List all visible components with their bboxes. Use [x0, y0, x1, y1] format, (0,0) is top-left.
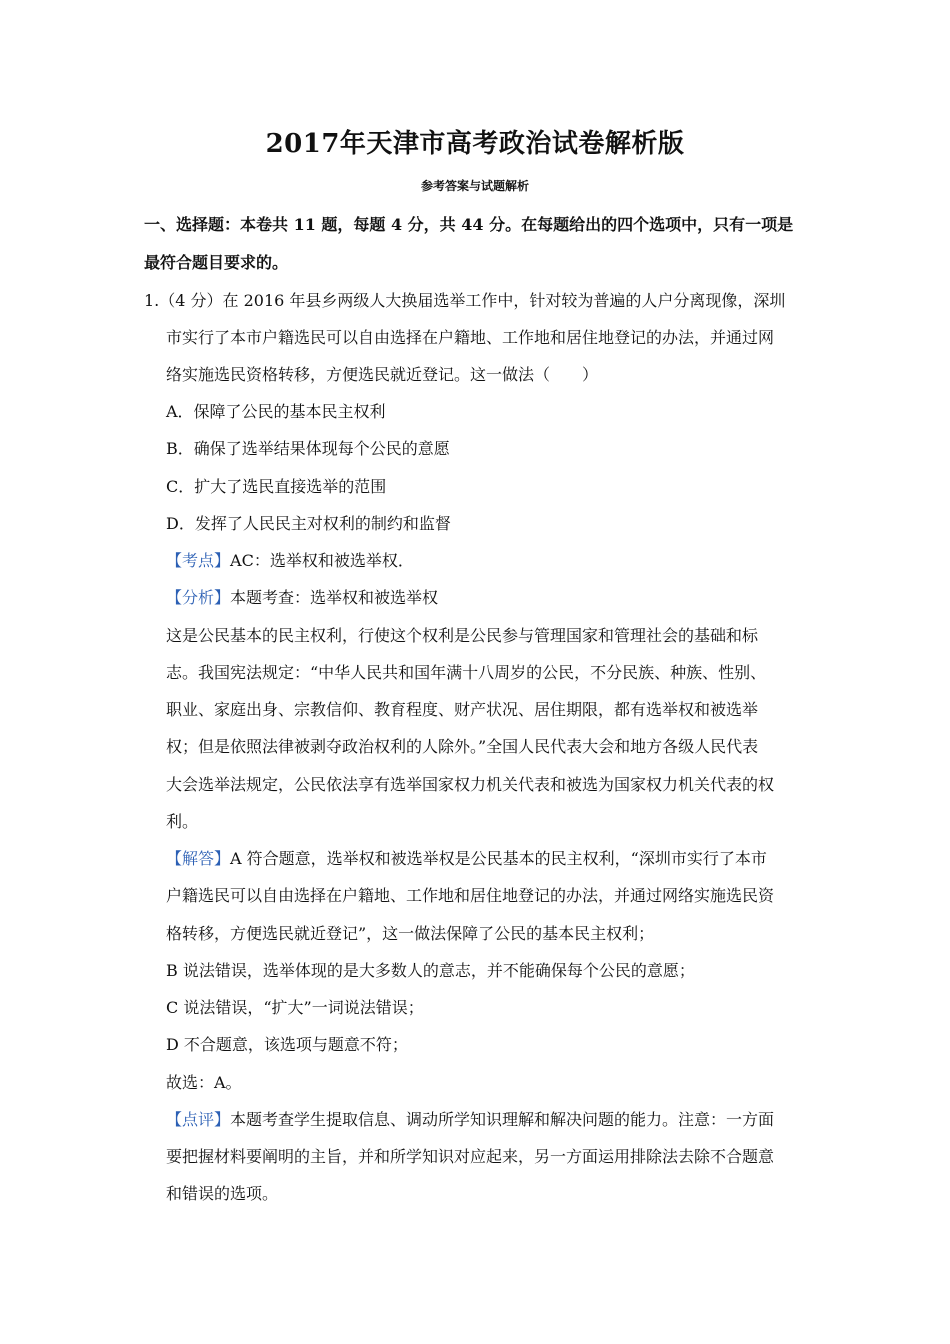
dianping-tag: 【点评】 [166, 1110, 231, 1129]
page-title: 2017年天津市高考政治试卷解析版 [265, 129, 685, 159]
fenxi-body-line-3: 职业、家庭出身、宗教信仰、教育程度、财产状况、居住期限，都有选举权和被选举 [166, 700, 759, 719]
question-stem-line-1: 1.（4 分）在 2016 年县乡两级人大换届选举工作中，针对较为普遍的人户分离现像，深圳 [144, 291, 786, 310]
fenxi-text: 本题考查：选举权和被选举权 [230, 588, 439, 607]
jieda-option-d-note: D 不合题意，该选项与题意不符； [166, 1035, 408, 1054]
fenxi-body-line-2: 志。我国宪法规定：“中华人民共和国年满十八周岁的公民，不分民族、种族、性别、 [166, 663, 767, 682]
kaodian-tag: 【考点】 [166, 551, 231, 570]
option-b: B．确保了选举结果体现每个公民的意愿 [166, 439, 450, 458]
dianping-body-line-1: 要把握材料要阐明的主旨，并和所学知识对应起来，另一方面运用排除法去除不合题意 [166, 1147, 775, 1166]
fenxi-line [166, 585, 438, 608]
jieda-text: A 符合题意，选举权和被选举权是公民基本的民主权利，“深圳市实行了本市 [230, 849, 767, 868]
section-heading-line-2: 最符合题目要求的。 [144, 253, 289, 272]
dianping-text: 本题考查学生提取信息、调动所学知识理解和解决问题的能力。注意：一方面 [230, 1110, 775, 1129]
option-c: C．扩大了选民直接选举的范围 [166, 477, 387, 496]
dianping-body-line-2: 和错误的选项。 [166, 1184, 279, 1203]
kaodian-line [166, 548, 414, 571]
option-d: D．发挥了人民民主对权利的制约和监督 [166, 514, 451, 533]
kaodian-text: AC：选举权和被选举权． [230, 551, 414, 570]
fenxi-body-line-1: 这是公民基本的民主权利，行使这个权利是公民参与管理国家和管理社会的基础和标 [166, 626, 759, 645]
jieda-body-line-2: 格转移，方便选民就近登记”，这一做法保障了公民的基本民主权利； [166, 924, 655, 943]
dianping-line [166, 1107, 774, 1130]
question-stem-line-3: 络实施选民资格转移，方便选民就近登记。这一做法（ ） [166, 365, 599, 384]
jieda-body-line-1: 户籍选民可以自由选择在户籍地、工作地和居住地登记的办法，并通过网络实施选民资 [166, 886, 775, 905]
section-heading-line-1: 一、选择题：本卷共 11 题，每题 4 分，共 44 分。在每题给出的四个选项中，只有一项是 [144, 215, 794, 234]
jieda-tag: 【解答】 [166, 849, 231, 868]
jieda-option-b-note: B 说法错误，选举体现的是大多数人的意志，并不能确保每个公民的意愿； [166, 961, 695, 980]
page-subtitle: 参考答案与试题解析 [420, 179, 529, 193]
answer-line: 故选：A。 [166, 1073, 242, 1092]
fenxi-body-line-6: 利。 [166, 812, 199, 831]
option-a: A．保障了公民的基本民主权利 [166, 402, 386, 421]
fenxi-tag: 【分析】 [166, 588, 231, 607]
question-stem-line-2: 市实行了本市户籍选民可以自由选择在户籍地、工作地和居住地登记的办法，并通过网 [166, 328, 775, 347]
jieda-line [166, 846, 767, 869]
fenxi-body-line-5: 大会选举法规定，公民依法享有选举国家权力机关代表和被选为国家权力机关代表的权 [166, 775, 775, 794]
fenxi-body-line-4: 权；但是依照法律被剥夺政治权利的人除外。”全国人民代表大会和地方各级人民代表 [166, 737, 759, 756]
jieda-option-c-note: C 说法错误，“扩大”一词说法错误； [166, 998, 424, 1017]
